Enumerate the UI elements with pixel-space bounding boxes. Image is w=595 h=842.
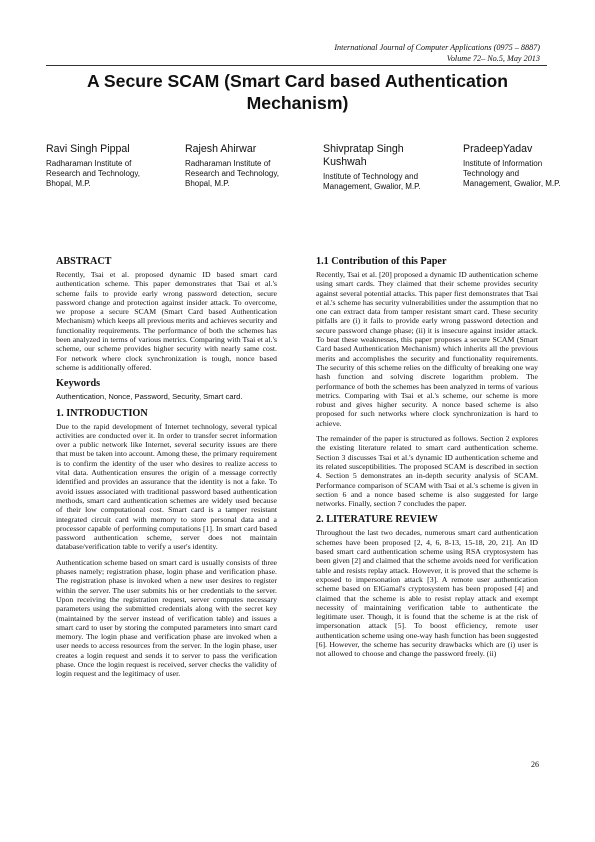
author-affiliation: Institute of Information Technology and Management, Gwalior, M.P. xyxy=(463,159,561,188)
journal-header xyxy=(240,42,540,64)
right-column xyxy=(316,256,538,659)
literature-review-heading: 2. LITERATURE REVIEW xyxy=(316,514,438,526)
author-affiliation: Radharaman Institute of Research and Technology, Bhopal, M.P. xyxy=(46,159,140,188)
author-1 xyxy=(46,143,146,189)
author-4 xyxy=(463,143,563,189)
journal-name: International Journal of Computer Applications (0975 – 8887) xyxy=(334,43,540,52)
author-name: PradeepYadav xyxy=(463,143,533,155)
introduction-heading: 1. INTRODUCTION xyxy=(56,407,148,419)
volume-info: Volume 72– No.5, May 2013 xyxy=(446,54,540,63)
author-2 xyxy=(185,143,283,189)
author-name: Shivpratap Singh Kushwah xyxy=(323,143,404,168)
keywords-text: Authentication, Nonce, Password, Security, Smart card. xyxy=(56,392,243,402)
author-affiliation: Radharaman Institute of Research and Technology, Bhopal, M.P. xyxy=(185,159,279,188)
introduction-paragraph: Due to the rapid development of Internet technology, several typical activities are conducted over it. In order to transfer secret information over a public network like Internet, several security issues are there that must be taken into account. Among these, the primary requirement is to confirm the identity of the user who desires to realize access to vital data. Authentication ensures the origin of a message correctly identified and provides an assurance that the identity is not a fake. To avoid issues associated with traditional password based authentication methods, smart card authentication schemes are widely used because of their low computational cost. Smart card is a tamper resistant integrated circuit card with memory to store personal data and a processor capable of performing computations [1]. In smart card based password authentication scheme, server does not maintain database/verification table to verify a user's identity. xyxy=(56,421,277,552)
author-name: Rajesh Ahirwar xyxy=(185,143,257,155)
contribution-heading: 1.1 Contribution of this Paper xyxy=(316,256,447,267)
keywords-heading: Keywords xyxy=(56,378,101,390)
paper-title: A Secure SCAM (Smart Card based Authentication Mechanism) xyxy=(86,71,509,113)
contribution-paragraph: The remainder of the paper is structured as follows. Section 2 explores the existing literature related to smart card authentication scheme. Section 3 discusses Tsai et al.'s dynamic ID authentication scheme and its related susceptibilities. The proposed SCAM is described in section 4. Section 5 demonstrates an in-depth security analysis of SCAM. Performance comparison of SCAM with Tsai et al.'s scheme is given in section 6 and a nonce based scheme is also suggested for large networks. Finally, section 7 concludes the paper. xyxy=(316,434,538,509)
abstract-heading: ABSTRACT xyxy=(56,256,112,267)
header-rule xyxy=(46,65,547,66)
left-column xyxy=(56,256,277,679)
literature-review-paragraph: Throughout the last two decades, numerous smart card authentication schemes have been proposed [2, 4, 6, 8-13, 15-18, 20, 21]. An ID based smart card authentication scheme using RSA cryptosystem has been given [2] and claimed that the scheme avoids need for verification table and resists replay attack. However, it is proved that the scheme is exposed to impersonation attack [3]. A remote user authentication scheme based on ElGamal's cryptosystem has been proposed [4] and claimed that the scheme is able to resist replay attack and exempt necessity of maintaining verification table to authenticate the legitimate user. Though, it is found that the scheme is at the risk of impersonation attack [5]. To boost efficiency, remote user authentication scheme using one-way hash function has been suggested [6]. However, the scheme has security drawbacks which are (i) user is not allowed to choose and change the password freely. (ii) xyxy=(316,528,538,659)
author-name: Ravi Singh Pippal xyxy=(46,143,130,155)
author-3 xyxy=(323,143,423,192)
page-number: 26 xyxy=(531,760,539,769)
abstract-text: Recently, Tsai et al. proposed dynamic ID based smart card authentication scheme. This paper demonstrates that Tsai et al.'s scheme fails to provide early wrong password detection, secure password change and protection against insider attack. To overcome, we propose a secure SCAM (Smart Card based Authentication Mechanism) which keeps all previous merits and achieves security and functionality requirements. The performance of both the schemes has been analyzed in terms of various metrics. Comparing with Tsai et al.'s scheme, our scheme provides higher security with nearly same cost. For network where clock synchronization is tough, nonce based scheme is additionally offered. xyxy=(56,270,277,372)
contribution-paragraph: Recently, Tsai et al. [20] proposed a dynamic ID authentication scheme using smart cards. They claimed that their scheme provides security against several potential attacks. This paper first demonstrates that Tsai et al.'s scheme has security vulnerabilities under the assumption that no one can extract data from tamper resistant smart card. These security pitfalls are (i) it fails to provide early wrong password detection and secure password change phase; (ii) it is insecure against insider attack. To beat these weaknesses, this paper proposes a secure SCAM (Smart Card based Authentication Mechanism) which inherits all the previous merits and accomplishes the security and functionality requirements. The security of this scheme relies on the difficulty of breaking one way hash function and solving discrete logarithm problem. The performance of both the schemes has been analyzed in terms of various metrics. Comparing with Tsai et al.'s scheme, our scheme is more robust and gives higher security. A nonce based scheme is also proposed for such networks where clock synchronization is hard to achieve. xyxy=(316,270,538,428)
author-affiliation: Institute of Technology and Management, Gwalior, M.P. xyxy=(323,172,421,191)
introduction-paragraph: Authentication scheme based on smart card is usually consists of three phases namely; registration phase, login phase and verification phase. The registration phase is invoked when a new user desires to register within the server. The user submits his or her credentials to the server. Upon receiving the registration request, server computes necessary parameters using the submitted credentials along with the secret key (maintained by the server instead of verification table) and issues a smart card to user by storing the computed parameters into smart card memory. The login phase and verification phase are invoked when a user needs to access resources from the server. In the login phase, user creates a login request and sends it to server to pass the verification phase. Once the login request is received, server checks the validity of login request and the legitimacy of user. xyxy=(56,557,277,679)
